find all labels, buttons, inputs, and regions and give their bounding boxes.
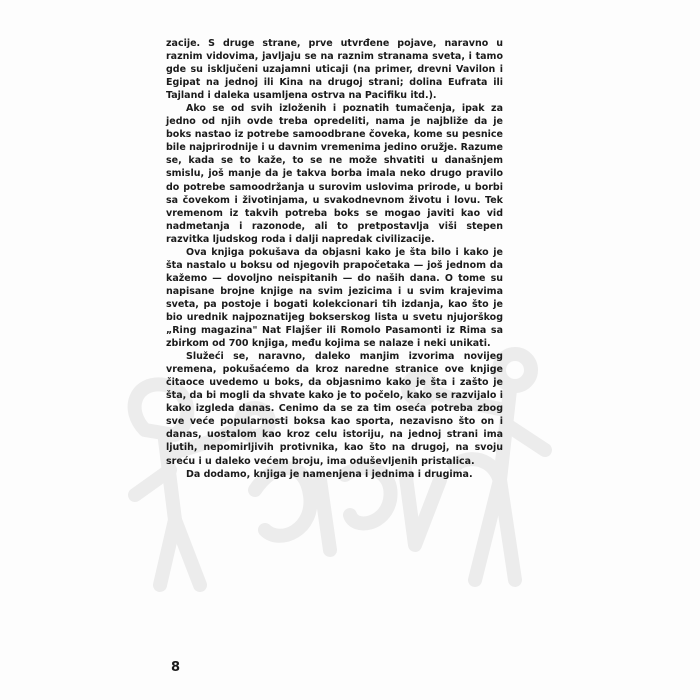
paragraph-1: zacije. S druge strane, prve utvrđene pojave, naravno u raznim vidovima, javljaju se na raznim stranama sveta, i tamo gde su isključeni uzajamni uticaji (na primer, drevni Vavilon i Egipat na jednoj ili Kina na drugoj strani; dolina Eufrata ili Tajland i daleka usamljena ostrva na Pacifiku itd.). xyxy=(166,38,503,102)
paragraph-4: Služeći se, naravno, daleko manjim izvorima novijeg vremena, pokušaćemo da kroz naredne stranice ove knjige čitaoce uvedemo u boks, da objasnimo kako je šta i zašto je šta, da bi mogli da shvate kako je to počelo, kako se razvijalo i kako izgleda danas. Cenimo da se za tim oseća potreba zbog sve veće popularnosti boksa kao sporta, nezavisno što on i danas, uostalom kao kroz celu istoriju, na jednoj strani ima ljutih, nepomirljivih protivnika, kao što na drugoj, na svoju sreću i u daleko većem broju, ima oduševljenih pristalica. xyxy=(166,351,503,467)
body-text xyxy=(166,37,503,481)
paragraph-5: Da dodamo, knjiga je namenjena i jednima i drugima. xyxy=(186,468,473,480)
paragraph-3: Ova knjiga pokušava da objasni kako je šta bilo i kako je šta nastalo u boksu od njegovih prapočetaka — još jednom da kažemo — dovoljno neispitanih — do naših dana. O tome su napisane brojne knjige na svim jezicima i u svim krajevima sveta, pa postoje i bogati kolekcionari tih izdanja, kao što je bio urednik najpoznatijeg bokserskog lista u svetu njujorškog „Ring magazina" Nat Flajšer ili Romolo Pasamonti iz Rima sa zbirkom od 700 knjiga, među kojima se nalaze i neki unikati. xyxy=(166,246,503,350)
page-number: 8 xyxy=(171,660,181,675)
paragraph-2: Ako se od svih izloženih i poznatih tumačenja, ipak za jedno od njih ovde treba opredeliti, nama je najbliže da je boks nastao iz potrebe samoodbrane čoveka, kome su pesnice bile najprirodnije i u davnim vremenima jedino oružje. Razume se, kada se to kaže, to se ne može shvatiti u današnjem smislu, još manje da je takva borba imala neko drugo pravilo do potrebe samoodržanja u surovim uslovima prirode, u borbi sa čovekom i životinjama, u svakodnevnom životu i lovu. Tek vremenom iz takvih potreba boks se mogao javiti kao vid nadmetanja i razonode, ali to pretpostavlja viši stepen razvitka ljudskog roda i dalji napredak civilizacije. xyxy=(166,103,503,245)
